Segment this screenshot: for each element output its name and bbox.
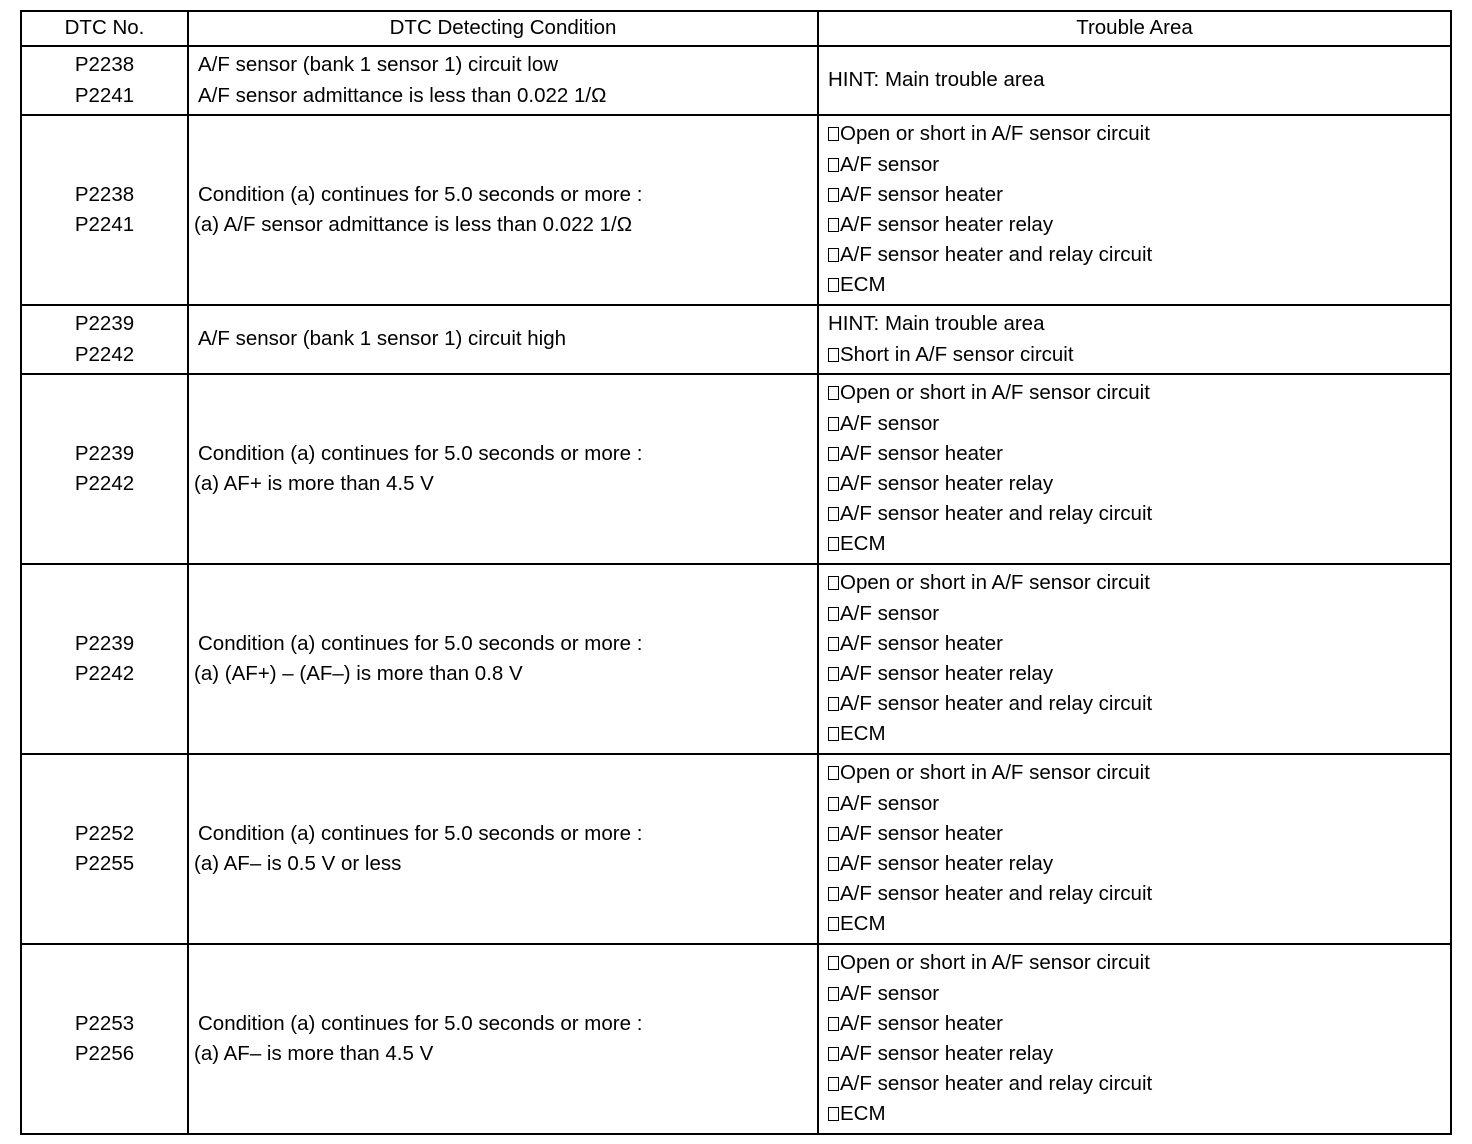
- trouble-item-label: ECM: [840, 1102, 886, 1126]
- checkbox-square-icon: [828, 987, 839, 1001]
- table-row: [21, 944, 1451, 1134]
- checkbox-square-icon: [828, 188, 839, 202]
- trouble-item-label: Open or short in A/F sensor circuit: [840, 951, 1150, 975]
- trouble-item: [828, 819, 1450, 849]
- trouble-item: [828, 1009, 1450, 1039]
- trouble-item: [828, 469, 1450, 499]
- table-row: [21, 46, 1451, 115]
- trouble-item-label: A/F sensor heater relay: [840, 1042, 1054, 1065]
- checkbox-square-icon: [828, 417, 839, 431]
- condition-cell: [188, 564, 818, 754]
- trouble-item-label: A/F sensor heater relay: [840, 852, 1054, 875]
- dtc-code: P2238: [74, 53, 135, 77]
- checkbox-square-icon: [828, 127, 839, 141]
- trouble-item-label: Open or short in A/F sensor circuit: [840, 381, 1150, 405]
- trouble-item-label: Short in A/F sensor circuit: [840, 342, 1074, 366]
- trouble-item-label: A/F sensor heater and relay circuit: [840, 502, 1153, 526]
- checkbox-square-icon: [828, 537, 839, 551]
- dtc-code: P2241: [74, 83, 135, 107]
- checkbox-square-icon: [828, 447, 839, 461]
- table-row: [21, 564, 1451, 754]
- dtc-code: P2238: [74, 182, 135, 206]
- dtc-code: P2256: [74, 1042, 135, 1065]
- trouble-item-label: ECM: [840, 273, 886, 297]
- checkbox-square-icon: [828, 857, 839, 871]
- condition-cell: [188, 944, 818, 1134]
- trouble-item-label: A/F sensor heater: [840, 821, 1003, 845]
- trouble-item: [828, 1039, 1450, 1069]
- checkbox-square-icon: [828, 278, 839, 292]
- trouble-item-label: A/F sensor heater: [840, 631, 1003, 655]
- checkbox-square-icon: [828, 667, 839, 681]
- table-row: [21, 754, 1451, 944]
- trouble-item: [828, 439, 1450, 469]
- trouble-item: [828, 659, 1450, 689]
- trouble-area-cell: [818, 564, 1451, 754]
- trouble-area-cell: [818, 115, 1451, 305]
- condition-line: Condition (a) continues for 5.0 seconds or more :: [198, 182, 643, 206]
- checkbox-square-icon: [828, 218, 839, 232]
- checkbox-square-icon: [828, 576, 839, 590]
- trouble-area-cell: [818, 305, 1451, 374]
- trouble-item: [828, 240, 1450, 270]
- trouble-item-label: A/F sensor heater: [840, 182, 1003, 206]
- condition-cell: [188, 46, 818, 115]
- condition-line: A/F sensor (bank 1 sensor 1) circuit low: [198, 53, 559, 77]
- dtc-code: P2242: [74, 472, 135, 495]
- condition-line: Condition (a) continues for 5.0 seconds or more :: [198, 631, 643, 655]
- trouble-hint: HINT: Main trouble area: [828, 68, 1045, 92]
- trouble-item-label: A/F sensor: [840, 601, 940, 625]
- trouble-item: [828, 1099, 1450, 1129]
- dtc-code: P2242: [74, 342, 135, 366]
- trouble-item: [828, 849, 1450, 879]
- condition-cell: [188, 305, 818, 374]
- trouble-area-cell: [818, 374, 1451, 564]
- checkbox-square-icon: [828, 158, 839, 172]
- table-row: [21, 305, 1451, 374]
- checkbox-square-icon: [828, 248, 839, 262]
- trouble-item: [828, 119, 1450, 149]
- trouble-item: [828, 270, 1450, 300]
- trouble-item: [828, 499, 1450, 529]
- dtc-code: P2253: [74, 1011, 135, 1035]
- checkbox-square-icon: [828, 1047, 839, 1061]
- dtc-code: P2255: [74, 852, 135, 875]
- trouble-item-label: A/F sensor heater relay: [840, 213, 1054, 236]
- checkbox-square-icon: [828, 727, 839, 741]
- checkbox-square-icon: [828, 797, 839, 811]
- trouble-item: [828, 979, 1450, 1009]
- trouble-item-label: A/F sensor: [840, 981, 940, 1005]
- trouble-item-label: A/F sensor: [840, 411, 940, 435]
- checkbox-square-icon: [828, 697, 839, 711]
- trouble-item-label: ECM: [840, 912, 886, 936]
- trouble-item: [828, 210, 1450, 240]
- checkbox-square-icon: [828, 827, 839, 841]
- trouble-item: [828, 150, 1450, 180]
- dtc-code: P2239: [74, 441, 135, 465]
- checkbox-square-icon: [828, 956, 839, 970]
- table-row: [21, 374, 1451, 564]
- trouble-item-label: A/F sensor heater and relay circuit: [840, 243, 1153, 267]
- condition-cell: [188, 374, 818, 564]
- trouble-item-label: A/F sensor heater: [840, 441, 1003, 465]
- condition-cell: [188, 115, 818, 305]
- header-dtc-no: DTC No.: [21, 11, 188, 46]
- dtc-cell: [21, 754, 188, 944]
- checkbox-square-icon: [828, 507, 839, 521]
- trouble-item-label: Open or short in A/F sensor circuit: [840, 571, 1150, 595]
- dtc-cell: [21, 115, 188, 305]
- condition-line: (a) (AF+) – (AF–) is more than 0.8 V: [194, 662, 523, 685]
- trouble-item-label: A/F sensor heater: [840, 1011, 1003, 1035]
- dtc-code: P2239: [74, 631, 135, 655]
- trouble-item-label: A/F sensor heater relay: [840, 662, 1054, 685]
- dtc-table: [20, 10, 1452, 1135]
- dtc-code: P2241: [74, 213, 135, 236]
- dtc-code: P2242: [74, 662, 135, 685]
- condition-cell: [188, 754, 818, 944]
- condition-line: Condition (a) continues for 5.0 seconds or more :: [198, 441, 643, 465]
- dtc-cell: [21, 305, 188, 374]
- table-body: [21, 46, 1451, 1134]
- header-trouble-area: Trouble Area: [818, 11, 1451, 46]
- trouble-item: [828, 689, 1450, 719]
- trouble-item: [828, 719, 1450, 749]
- trouble-item: [828, 629, 1450, 659]
- trouble-item-label: A/F sensor: [840, 791, 940, 815]
- dtc-code: P2239: [74, 312, 135, 336]
- checkbox-square-icon: [828, 348, 839, 362]
- trouble-item: [828, 378, 1450, 408]
- trouble-area-cell: [818, 944, 1451, 1134]
- trouble-area-cell: [818, 46, 1451, 115]
- trouble-item: [828, 409, 1450, 439]
- trouble-item: [828, 758, 1450, 788]
- checkbox-square-icon: [828, 607, 839, 621]
- trouble-item: [828, 909, 1450, 939]
- checkbox-square-icon: [828, 637, 839, 651]
- header-row: [21, 11, 1451, 46]
- trouble-item-label: A/F sensor heater and relay circuit: [840, 882, 1153, 906]
- checkbox-square-icon: [828, 1107, 839, 1121]
- trouble-item-label: A/F sensor heater and relay circuit: [840, 692, 1153, 716]
- trouble-item: [828, 948, 1450, 978]
- checkbox-square-icon: [828, 477, 839, 491]
- condition-line: (a) A/F sensor admittance is less than 0.022 1/Ω: [194, 213, 633, 236]
- trouble-item-label: A/F sensor heater and relay circuit: [840, 1072, 1153, 1096]
- dtc-cell: [21, 46, 188, 115]
- checkbox-square-icon: [828, 766, 839, 780]
- trouble-item: [828, 529, 1450, 559]
- dtc-cell: [21, 564, 188, 754]
- trouble-item-label: A/F sensor heater relay: [840, 472, 1054, 495]
- checkbox-square-icon: [828, 1077, 839, 1091]
- condition-line: A/F sensor (bank 1 sensor 1) circuit high: [198, 327, 567, 351]
- checkbox-square-icon: [828, 1017, 839, 1031]
- trouble-item: [828, 568, 1450, 598]
- trouble-item-label: A/F sensor: [840, 152, 940, 176]
- checkbox-square-icon: [828, 386, 839, 400]
- checkbox-square-icon: [828, 887, 839, 901]
- trouble-item: [828, 599, 1450, 629]
- checkbox-square-icon: [828, 917, 839, 931]
- condition-line: Condition (a) continues for 5.0 seconds or more :: [198, 821, 643, 845]
- trouble-item: [828, 1069, 1450, 1099]
- dtc-cell: [21, 944, 188, 1134]
- trouble-item-label: ECM: [840, 722, 886, 746]
- condition-line: Condition (a) continues for 5.0 seconds or more :: [198, 1011, 643, 1035]
- header-detecting-condition: DTC Detecting Condition: [188, 11, 818, 46]
- trouble-item-label: ECM: [840, 532, 886, 556]
- table-row: [21, 115, 1451, 305]
- dtc-code: P2252: [74, 821, 135, 845]
- condition-line: (a) AF– is 0.5 V or less: [194, 852, 402, 875]
- dtc-cell: [21, 374, 188, 564]
- trouble-item-label: Open or short in A/F sensor circuit: [840, 122, 1150, 146]
- trouble-item: [828, 180, 1450, 210]
- condition-line: (a) AF+ is more than 4.5 V: [194, 472, 434, 495]
- condition-line: (a) AF– is more than 4.5 V: [194, 1042, 434, 1065]
- trouble-hint: HINT: Main trouble area: [828, 312, 1045, 336]
- trouble-item: [828, 789, 1450, 819]
- condition-line: A/F sensor admittance is less than 0.022 1/Ω: [198, 83, 607, 107]
- trouble-item-label: Open or short in A/F sensor circuit: [840, 761, 1150, 785]
- trouble-item: [828, 340, 1450, 370]
- trouble-area-cell: [818, 754, 1451, 944]
- trouble-item: [828, 879, 1450, 909]
